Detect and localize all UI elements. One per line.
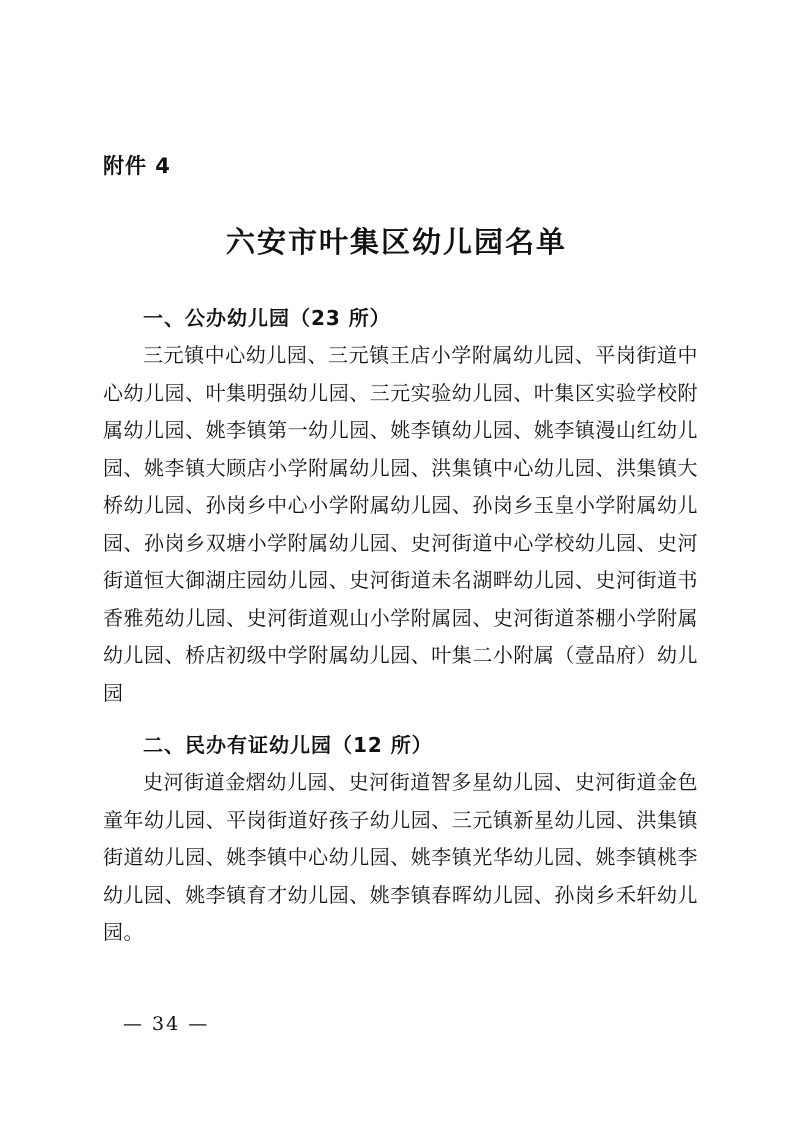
- section-body: 三元镇中心幼儿园、三元镇王店小学附属幼儿园、平岗街道中心幼儿园、叶集明强幼儿园、三元实验幼儿园、叶集区实验学校附属幼儿园、姚李镇第一幼儿园、姚李镇幼儿园、姚李镇漫山红幼儿园、姚李镇大顾店小学附属幼儿园、洪集镇中心幼儿园、洪集镇大桥幼儿园、孙岗乡中心小学附属幼儿园、孙岗乡玉皇小学附属幼儿园、孙岗乡双塘小学附属幼儿园、史河街道中心学校幼儿园、史河街道恒大御湖庄园幼儿园、史河街道未名湖畔幼儿园、史河街道书香雅苑幼儿园、史河街道观山小学附属园、史河街道茶棚小学附属幼儿园、桥店初级中学附属幼儿园、叶集二小附属（壹品府）幼儿园: [103, 343, 698, 705]
- attachment-label: 附件 4: [103, 154, 171, 178]
- document-title: 六安市叶集区幼儿园名单: [225, 225, 567, 259]
- section-private-kindergartens: [103, 727, 698, 952]
- section-heading: 一、公办幼儿园（23 所）: [143, 306, 391, 330]
- section-body: 史河街道金熠幼儿园、史河街道智多星幼儿园、史河街道金色童年幼儿园、平岗街道好孩子幼儿园、三元镇新星幼儿园、洪集镇街道幼儿园、姚李镇中心幼儿园、姚李镇光华幼儿园、姚李镇桃李幼儿园、姚李镇育才幼儿园、姚李镇春晖幼儿园、孙岗乡禾轩幼儿园。: [103, 770, 698, 944]
- page-number: — 34 —: [123, 1013, 210, 1035]
- section-heading: 二、民办有证幼儿园（12 所）: [143, 733, 433, 757]
- section-public-kindergartens: [103, 300, 698, 712]
